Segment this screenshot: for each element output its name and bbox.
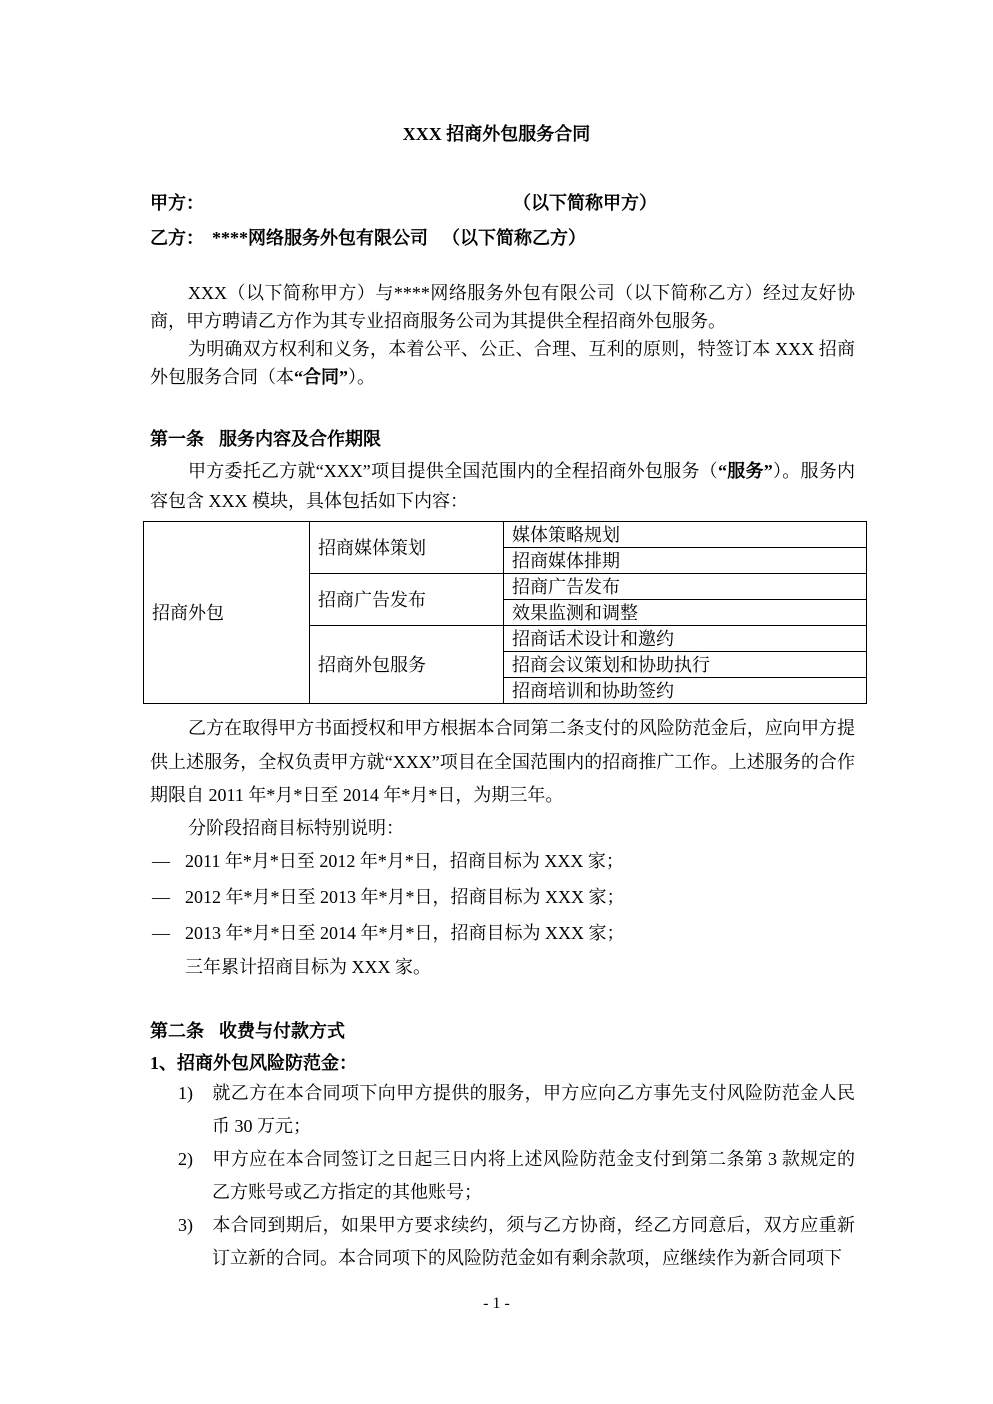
table-cell-root: 招商外包 — [144, 522, 310, 704]
table-cell-item: 招商广告发布 — [504, 574, 867, 600]
table-cell-item: 招商会议策划和协助执行 — [504, 652, 867, 678]
table-cell-item: 招商媒体排期 — [504, 548, 867, 574]
party-b-line — [150, 224, 855, 252]
goal-item — [150, 879, 855, 915]
page-number-footer: - 1 - — [483, 1295, 510, 1312]
table-row — [144, 522, 867, 548]
item-text: 本合同到期后，如果甲方要求续约，须与乙方协商，经乙方同意后，双方应重新订立新的合同。本合同项下的风险防范金如有剩余款项，应继续作为新合同项下 — [212, 1215, 855, 1268]
section1-heading-title: 服务内容及合作期限 — [219, 429, 381, 449]
table-cell-group-media-planning: 招商媒体策划 — [310, 522, 504, 574]
party-a-alias: （以下简称甲方） — [513, 193, 657, 213]
table-cell-item: 招商话术设计和邀约 — [504, 626, 867, 652]
item-number: 3) — [178, 1215, 193, 1235]
party-b-label: 乙方： — [150, 228, 204, 248]
numbered-item — [150, 1209, 855, 1275]
party-a-line — [150, 189, 855, 217]
table-cell-group-outsourcing-service: 招商外包服务 — [310, 626, 504, 704]
item-number: 1) — [178, 1083, 193, 1103]
preamble-paragraph-2: 为明确双方权利和义务，本着公平、公正、合理、互利的原则，特签订本 XXX 招商外包服务合同（本“合同”）。 — [150, 339, 855, 387]
preamble — [150, 279, 855, 391]
section1-heading-number: 第一条 — [150, 429, 204, 449]
table-cell-item: 媒体策略规划 — [504, 522, 867, 548]
table-cell-item: 招商培训和协助签约 — [504, 678, 867, 704]
table-cell-group-ad-publishing: 招商广告发布 — [310, 574, 504, 626]
party-b-alias: （以下简称乙方） — [442, 228, 586, 248]
section2-heading — [150, 1017, 855, 1045]
dash-marker: — — [152, 887, 170, 907]
dash-marker: — — [152, 851, 170, 871]
party-b-name: ****网络服务外包有限公司 — [212, 228, 428, 248]
section2-numbered-list — [150, 1077, 855, 1275]
item-number: 2) — [178, 1149, 193, 1169]
table-cell-item: 效果监测和调整 — [504, 600, 867, 626]
service-content-table — [143, 521, 867, 704]
item-text: 就乙方在本合同项下向甲方提供的服务，甲方应向乙方事先支付风险防范金人民币 30 万元； — [212, 1083, 855, 1136]
section2-subheading-1: 1、招商外包风险防范金： — [150, 1053, 357, 1073]
inline-bold-fuwu: “服务” — [717, 461, 773, 481]
numbered-item — [150, 1077, 855, 1143]
section1-after-table-paragraph: 乙方在取得甲方书面授权和甲方根据本合同第二条支付的风险防范金后，应向甲方提供上述服务，全权负责甲方就“XXX”项目在全国范围内的招商推广工作。上述服务的合作期限自 2011 年*月*日至 2014 年*月*日，为期三年。 — [150, 718, 855, 805]
goals-summary: 三年累计招商目标为 XXX 家。 — [185, 957, 431, 977]
section2-heading-number: 第二条 — [150, 1021, 204, 1041]
goals-list — [150, 843, 855, 984]
section1-heading — [150, 425, 855, 453]
document-title: XXX 招商外包服务合同 — [402, 124, 591, 144]
section2-heading-title: 收费与付款方式 — [219, 1021, 345, 1041]
dash-marker: — — [152, 923, 170, 943]
item-text: 甲方应在本合同签订之日起三日内将上述风险防范金支付到第二条第 3 款规定的乙方账号或乙方指定的其他账号； — [212, 1149, 855, 1202]
goals-intro: 分阶段招商目标特别说明： — [188, 818, 404, 838]
goal-text: 2013 年*月*日至 2014 年*月*日，招商目标为 XXX 家； — [185, 923, 625, 943]
goal-text: 2011 年*月*日至 2012 年*月*日，招商目标为 XXX 家； — [185, 851, 624, 871]
party-a-label: 甲方： — [150, 193, 204, 213]
preamble-paragraph-1: XXX（以下简称甲方）与****网络服务外包有限公司（以下简称乙方）经过友好协商，甲方聘请乙方作为其专业招商服务公司为其提供全程招商外包服务。 — [150, 283, 855, 331]
goal-item — [150, 843, 855, 879]
section1-intro-paragraph: 甲方委托乙方就“XXX”项目提供全国范围内的全程招商外包服务（“服务”）。服务内容包含 XXX 模块，具体包括如下内容： — [150, 461, 856, 511]
inline-bold-hetong: “合同” — [294, 367, 348, 387]
numbered-item — [150, 1143, 855, 1209]
goal-item — [150, 915, 855, 951]
goal-text: 2012 年*月*日至 2013 年*月*日，招商目标为 XXX 家； — [185, 887, 625, 907]
